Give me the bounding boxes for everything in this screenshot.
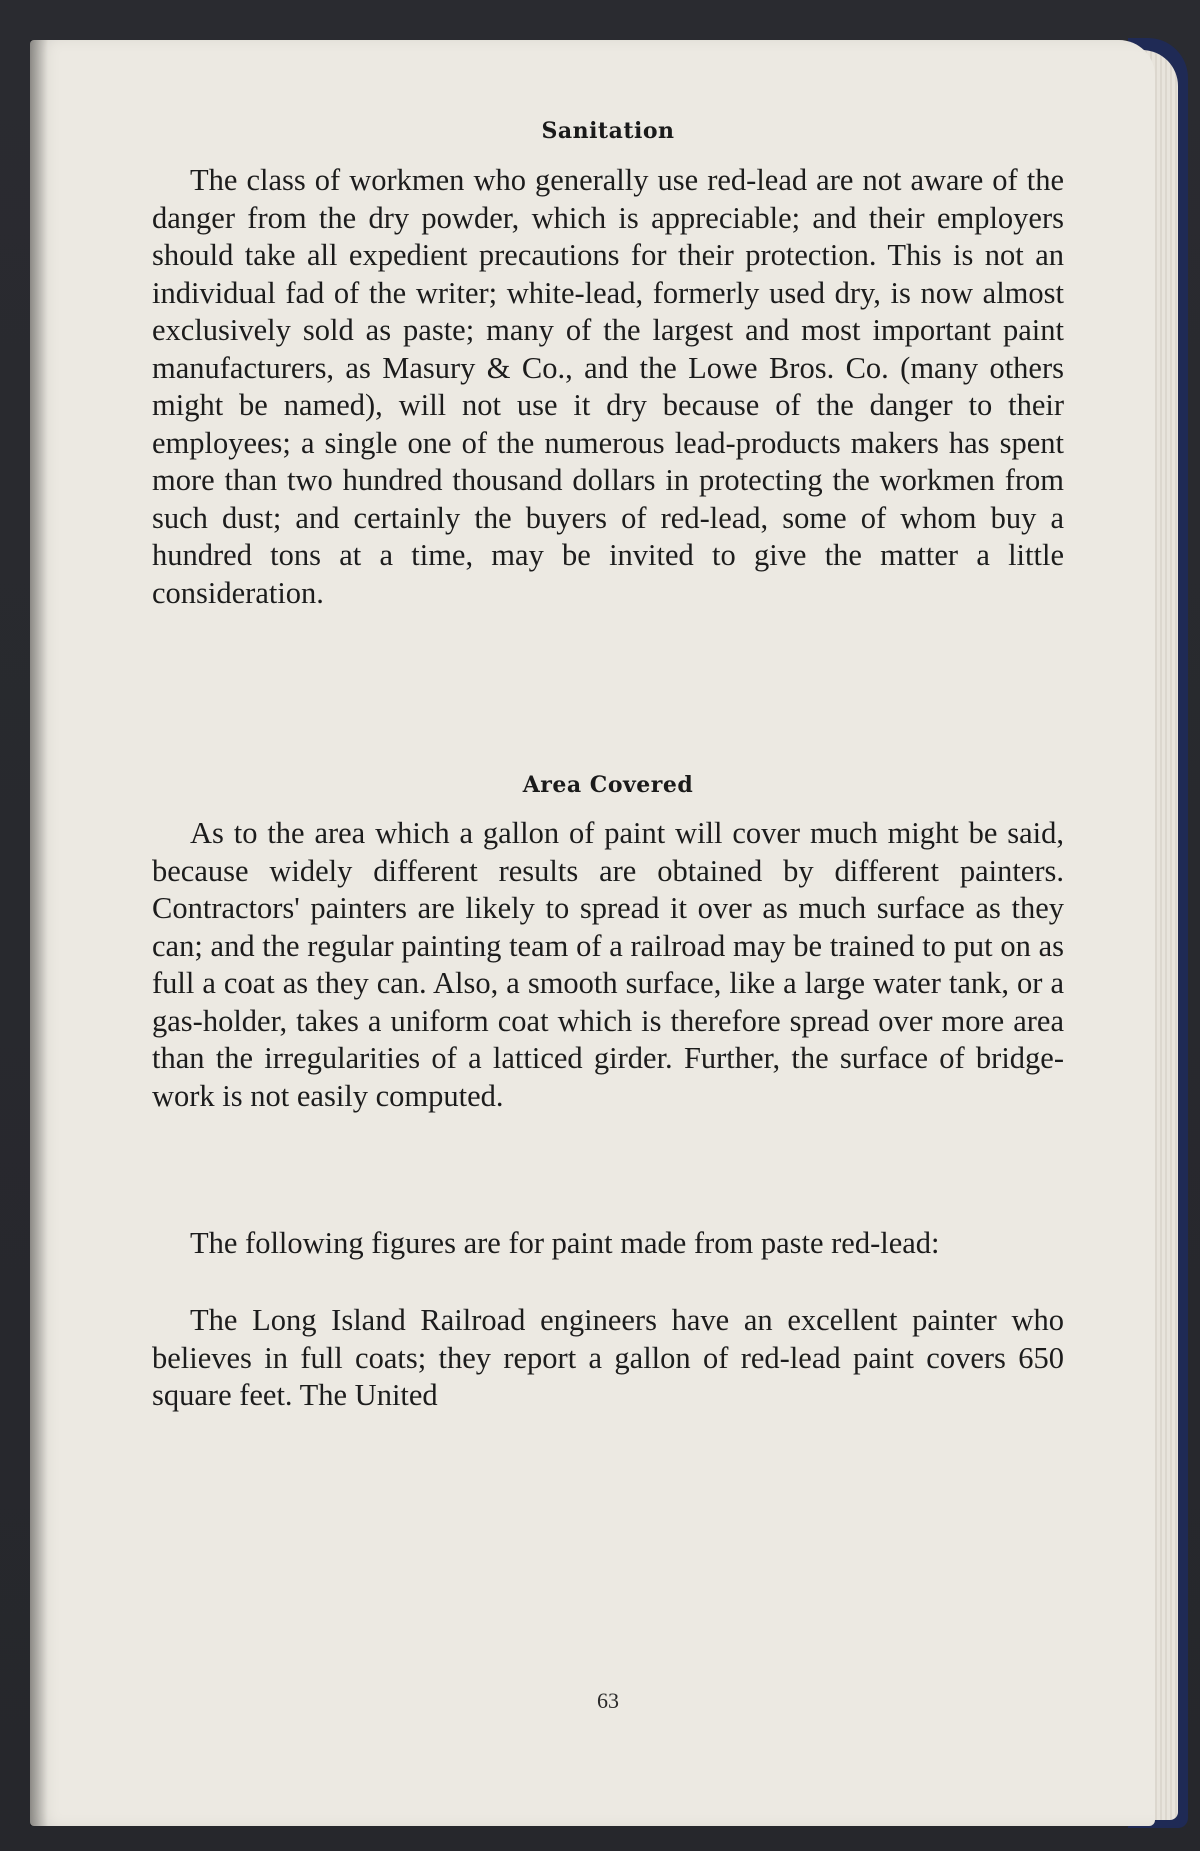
paragraph-area-3 <box>152 1302 1064 1415</box>
paragraph-area-1 <box>152 815 1064 1115</box>
paragraph-area-1-text: As to the area which a gallon of paint will cover much might be said, because widely different results are obtained by different painters. Contractors' painters are likely to spread it over as much surface as they can; and the regular painting team of a railroad may be trained to put on as full a coat as they can. Also, a smooth surface, like a large water tank, or a gas-holder, takes a uniform coat which is therefore spread over more area than the irregularities of a latticed girder. Further, the surface of bridge-work is not easily computed. <box>152 816 1064 1113</box>
paragraph-sanitation <box>152 162 1064 612</box>
paragraph-area-3-text: The Long Island Railroad engineers have an excellent painter who believes in full coats; they report a gallon of red-lead paint covers 650 square feet. The United <box>152 1303 1064 1412</box>
heading-area-covered: Area Covered <box>522 772 694 798</box>
book-page <box>30 40 1155 1826</box>
paragraph-area-2-text: The following figures are for paint made from paste red-lead: <box>190 1226 940 1260</box>
paragraph-sanitation-text: The class of workmen who generally use red-lead are not aware of the danger from the dry powder, which is appreciable; and their employers should take all expedient precautions for their protection. This is not an individual fad of the writer; white-lead, formerly used dry, is now almost exclusively sold as paste; many of the largest and most important paint manufacturers, as Masury & Co., and the Lowe Bros. Co. (many others might be named), will not use it dry because of the danger to their employees; a single one of the numerous lead-products makers has spent more than two hundred thousand dollars in protecting the workmen from such dust; and certainly the buyers of red-lead, some of whom buy a hundred tons at a time, may be invited to give the matter a little consideration. <box>152 163 1064 610</box>
heading-sanitation: Sanitation <box>541 118 675 144</box>
page-gutter-shadow <box>30 40 48 1826</box>
paragraph-area-2 <box>152 1225 1064 1263</box>
page-number: 63 <box>597 1688 619 1713</box>
